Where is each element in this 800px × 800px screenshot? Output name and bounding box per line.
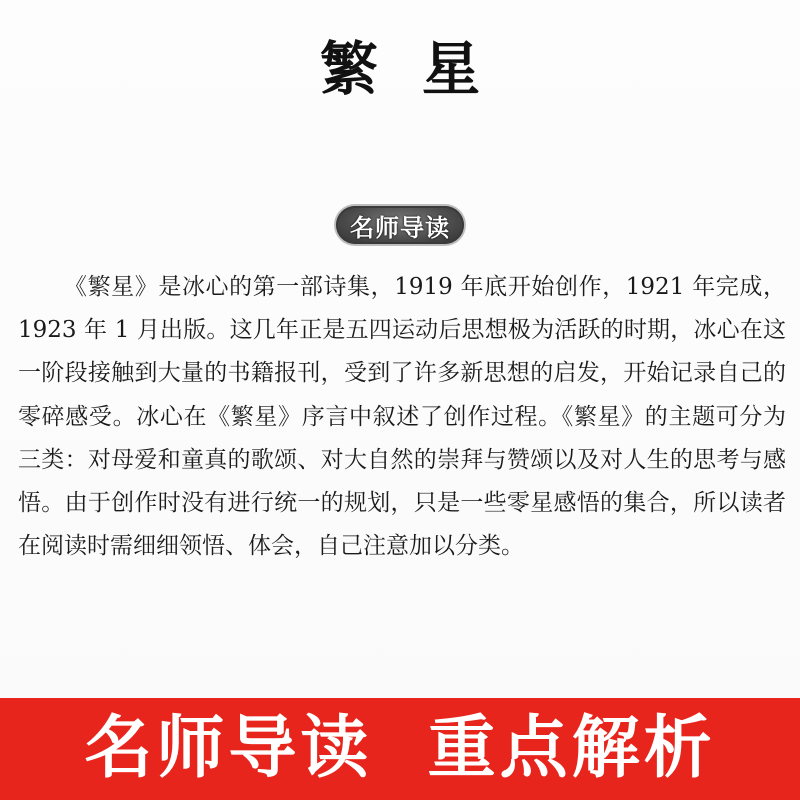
page-title: 繁星	[319, 35, 524, 103]
intro-text	[18, 266, 786, 568]
section-badge-container	[0, 206, 800, 244]
section-badge	[336, 206, 464, 244]
promo-banner-text: 名师导读 重点解析	[84, 709, 716, 788]
promo-banner	[0, 698, 800, 800]
intro-paragraph: 《繁星》是冰心的第一部诗集，1919 年底开始创作，1921 年完成，1923 年 1 月出版。这几年正是五四运动后思想极为活跃的时期，冰心在这一阶段接触到大量的书籍报刊，受到了许多新思想的启发，开始记录自己的零碎感受。冰心在《繁星》序言中叙述了创作过程。《繁星》的主题可分为三类：对母爱和童真的歌颂、对大自然的崇拜与赞颂以及对人生的思考与感悟。由于创作时没有进行统一的规划，只是一些零星感悟的集合，所以读者在阅读时需细细领悟、体会，自己注意加以分类。	[18, 274, 786, 560]
section-badge-label: 名师导读	[350, 213, 450, 242]
